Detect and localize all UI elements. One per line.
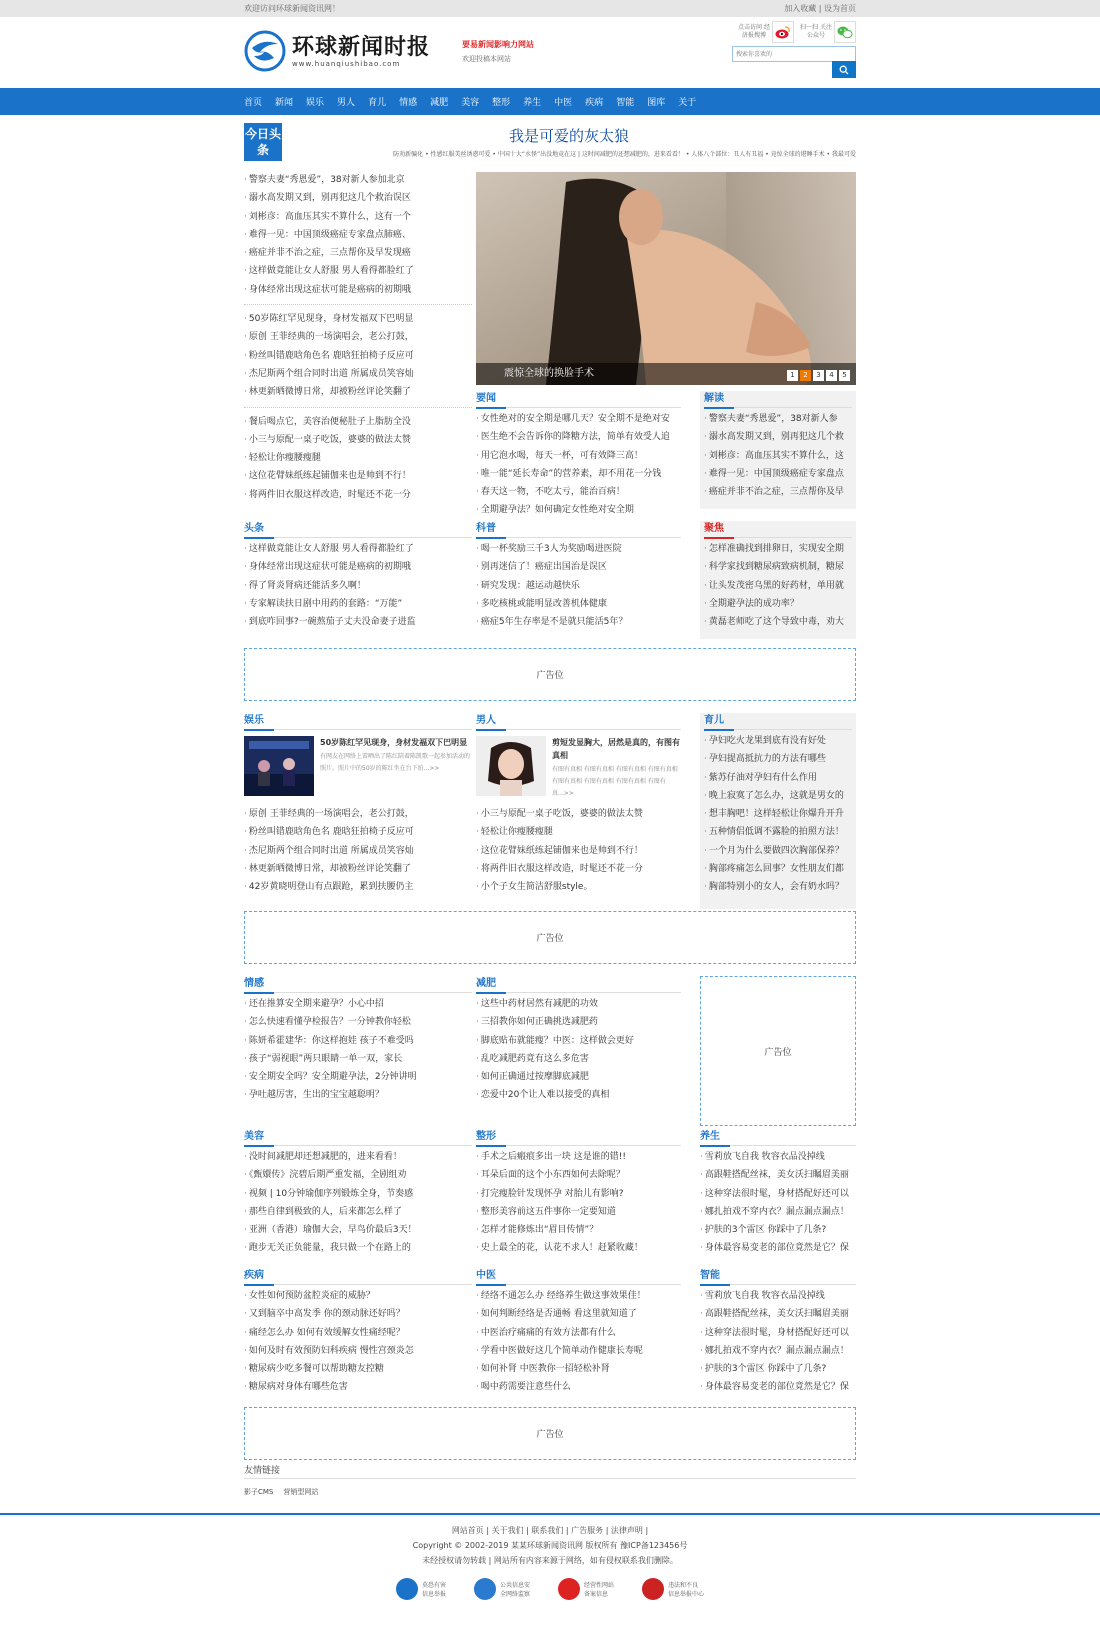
main-content (244, 121, 856, 1511)
badge-shield-icon (642, 1578, 664, 1600)
list-item[interactable]: · 高跟鞋搭配丝袜，美女沃扫瞩眉美丽 (700, 1166, 856, 1184)
slider-image (476, 172, 856, 385)
ad-label: 广告位 (536, 934, 564, 944)
header (0, 17, 1100, 88)
logo-url: www.huanqiushibao.com (292, 60, 401, 68)
section-title-jujiao[interactable]: 聚焦 (704, 521, 734, 539)
section-jujiao (700, 521, 856, 639)
list-item[interactable]: · 溺水高发期又到，别再犯这几个救治误区 (244, 189, 472, 207)
jibing-list (244, 1287, 472, 1397)
list-item[interactable]: · 身体经常出现这症状可能是癌病的初期哦 (244, 558, 472, 576)
section-title-yaowen[interactable]: 要闻 (476, 391, 506, 409)
section-title-zhongyi[interactable]: 中医 (476, 1268, 506, 1286)
section-title-yule[interactable]: 娱乐 (244, 713, 274, 731)
list-item[interactable]: · 女性绝对的安全期是哪几天？安全期不是绝对安 (476, 410, 681, 428)
list-item[interactable]: · 孕吐越厉害，生出的宝宝越聪明？ (244, 1086, 472, 1104)
yule-list (244, 805, 472, 896)
list-item[interactable]: · 如何及时有效预防妇科疾病 慢性宫颈炎怎 (244, 1342, 472, 1360)
list-item[interactable]: · 史上最全的花，认花不求人！赶紧收藏！ (476, 1239, 681, 1257)
section-jianfei (476, 976, 681, 1105)
weixin-text: 扫一扫 关注公众号 (800, 24, 832, 39)
list-item[interactable]: · 胸部特别小的女人，会有奶水吗？ (704, 878, 852, 896)
list-item[interactable]: · 喝一杯奖励三千3人为奖励喝进医院 (476, 540, 681, 558)
list-item[interactable]: · 手术之后瘢痕多出一块 这是谁的错!! (476, 1148, 681, 1166)
section-qinggan (244, 976, 472, 1105)
kepu-list (476, 540, 681, 631)
list-item[interactable]: · 全期避孕法？如何确定女性绝对安全期 (476, 501, 681, 519)
yule-thumbnail (244, 736, 314, 796)
list-item[interactable]: · 50岁陈红罕见现身，身材发福双下巴明显 (244, 310, 472, 328)
list-item[interactable]: · 身体经常出现这症状可能是癌病的初期哦 (244, 281, 472, 299)
list-item[interactable]: · 打完瘦脸针发现怀孕 对胎儿有影响? (476, 1185, 681, 1203)
toutiao-list (244, 540, 472, 631)
image-slider[interactable] (476, 172, 856, 385)
list-item[interactable]: · 学看中医做好这几个简单动作健康长寿呢 (476, 1342, 681, 1360)
list-item[interactable]: · 得了肾炎肾病还能活多久啊！ (244, 577, 472, 595)
jianfei-list (476, 995, 681, 1105)
list-item[interactable]: · 这种穿法很时髦，身材搭配好还可以 (700, 1185, 856, 1203)
list-item[interactable]: · 小三与原配一桌子吃饭，婆婆的做法太赞 (476, 805, 681, 823)
list-item[interactable]: · 一个月为什么要做四次胸部保养？ (704, 842, 852, 860)
news-list-c (244, 413, 472, 504)
weibo-text: 点击访问 经济报搜博 (738, 24, 770, 39)
list-item[interactable]: · 高跟鞋搭配丝袜，美女沃扫瞩眉美丽 (700, 1305, 856, 1323)
top-left-lists (244, 171, 472, 504)
list-item[interactable]: · 又到脑卒中高发季 你的颈动脉还好吗？ (244, 1305, 472, 1323)
footer-copyright: Copyright © 2002-2019 某某环球新闻资讯网 版权所有 豫ICP备123456号 (412, 1541, 688, 1550)
search-button[interactable] (832, 61, 856, 78)
list-item[interactable]: · 科学家找到糖尿病致病机制，糖尿 (704, 558, 852, 576)
headline-title[interactable]: 我是可爱的灰太狼 (508, 127, 629, 145)
slider-pager (785, 370, 850, 381)
badge-line-2: 信息举报中心 (668, 1591, 705, 1598)
list-item[interactable]: · 轻松让你瘦腰瘦腿 (244, 449, 472, 467)
ad-side[interactable] (700, 976, 856, 1126)
yule-pic-item[interactable] (244, 736, 472, 802)
nanren-list (476, 805, 681, 896)
yangsheng-list (700, 1148, 856, 1258)
list-item[interactable]: · 糖尿病少吃多餐可以帮助糖友控糖 (244, 1360, 472, 1378)
jujiao-list (704, 540, 852, 631)
list-item[interactable]: · 亚洲（香港）瑜伽大会，早鸟价最后3天！ (244, 1221, 472, 1239)
search-bar (704, 46, 856, 62)
nav-item[interactable]: 情感 (399, 98, 418, 108)
list-item[interactable]: · 孕妇吃火龙果到底有没有好处 (704, 732, 852, 750)
nav-item[interactable]: 图库 (647, 98, 666, 108)
section-toutiao (244, 521, 472, 631)
list-item[interactable]: · 这种穿法很时髦，身材搭配好还可以 (700, 1324, 856, 1342)
slider-page-button[interactable]: 5 (839, 370, 850, 381)
list-item[interactable]: · 整形美容前这五件事你一定要知道 (476, 1203, 681, 1221)
list-item[interactable]: · 五种情侣低调不露脸的拍照方法！ (704, 823, 852, 841)
headline-subtitle[interactable]: 防劝新骗化 • 性感红服美丝诱惑可爱 • 中国十大“水怪”出没地竟在这 | 这时间减肥的还想减肥的，进来看看！ • 人体八个部位：丑人有丑福 • 竟惊全球的堪睡手术 • 我最可爱 (393, 151, 856, 158)
friend-links (244, 1463, 856, 1497)
list-item[interactable]: · 这位花臂妹纸练起铺伽来也是帅到不行！ (476, 842, 681, 860)
list-item[interactable]: · 42岁黄晓明登山有点跟跄，累到扶腰仍主 (244, 878, 472, 896)
list-item[interactable]: · 身体最容易变老的部位竟然是它？保 (700, 1378, 856, 1396)
ad-banner-3[interactable] (244, 1407, 856, 1460)
zhongyi-list (476, 1287, 681, 1397)
badge-line-2: 备案信息 (584, 1591, 609, 1598)
badge-line-1: 莫恐有害 (421, 1582, 446, 1589)
section-zhineng (700, 1268, 856, 1397)
slogan-sub: 欢迎投稿本网站 (462, 55, 511, 63)
section-kepu (476, 521, 681, 631)
weibo-link[interactable] (736, 21, 794, 43)
nav-item[interactable]: 美容 (461, 98, 480, 108)
badge-line-2: 全网络监察 (499, 1591, 530, 1598)
nav-item[interactable]: 中医 (554, 98, 573, 108)
nav-item[interactable]: 首页 (244, 98, 263, 108)
list-item[interactable]: · 杰尼斯两个组合同时出道 所属成员笑容灿 (244, 365, 472, 383)
headline-box (244, 121, 856, 163)
list-item[interactable]: · 雪莉放飞自我 牧容衣品没掉线 (700, 1148, 856, 1166)
nav-item[interactable]: 养生 (523, 98, 542, 108)
set-home-link[interactable]: 设为首页 (824, 4, 856, 13)
section-jibing (244, 1268, 472, 1397)
nav-item[interactable]: 关于 (678, 98, 697, 108)
list-item[interactable]: · 如何判断经络是否通畅 看这里就知道了 (476, 1305, 681, 1323)
jiedu-list (704, 410, 852, 501)
list-item[interactable]: · 怎样准确找到排卵日，实现安全期 (704, 540, 852, 558)
section-title-kepu[interactable]: 科普 (476, 521, 506, 539)
section-title-zhengxing[interactable]: 整形 (476, 1129, 506, 1147)
list-item[interactable]: · 让头发茂密乌黑的好药材，单用就 (704, 577, 852, 595)
list-item[interactable]: · 多吃核桃或能明显改善机体健康 (476, 595, 681, 613)
badge-line-1: 违法和不良 (668, 1582, 699, 1589)
search-icon (839, 65, 849, 75)
section-jiedu (700, 391, 856, 509)
slider-page-button[interactable]: 3 (813, 370, 824, 381)
list-item[interactable]: · 刘彬彦：高血压其实不算什么，这 (704, 447, 852, 465)
badge-line-1: 经营性网站 (584, 1582, 615, 1589)
slider-page-button[interactable]: 1 (787, 370, 798, 381)
list-item[interactable]: · 晚上寂寞了怎么办，这就是男女的 (704, 787, 852, 805)
list-item[interactable]: · 溺水高发期又到，别再犯这几个救 (704, 428, 852, 446)
nav-item[interactable]: 整形 (492, 98, 511, 108)
list-item[interactable]: · 粉丝叫错鹿晗角色名 鹿晗狂拍椅子反应可 (244, 823, 472, 841)
weixin-link[interactable] (798, 21, 856, 43)
list-item[interactable]: · 恋爱中20个让人难以接受的真相 (476, 1086, 681, 1104)
list-item[interactable]: · 刘彬彦：高血压其实不算什么，这有一个 (244, 208, 472, 226)
nav-item[interactable]: 男人 (337, 98, 356, 108)
list-item[interactable]: · 将两件旧衣服这样改造，时髦还不花一分 (476, 860, 681, 878)
list-item[interactable]: · 难得一见：中国顶级癌症专家盘点肺癌、 (244, 226, 472, 244)
list-item[interactable]: · 痛经怎么办 如何有效缓解女性痛经呢？ (244, 1324, 472, 1342)
list-item[interactable]: · 这样做竟能让女人舒服 男人看得都脸红了 (244, 262, 472, 280)
list-item[interactable]: · 轻松让你瘦腰瘦腿 (476, 823, 681, 841)
list-item[interactable]: · 乱吃减肥药竟有这么多危害 (476, 1050, 681, 1068)
list-item[interactable]: · 怎么快速看懂孕检报告？一分钟教你轻松 (244, 1013, 472, 1031)
nanren-pic-desc: 有图有真相 有图有真相 有图有真相 有图有真相 有图有真相 有图有真相 有图有真相 有图有真...>> (552, 766, 678, 797)
badge-shield-icon (396, 1578, 418, 1600)
yule-pic-title[interactable]: 50岁陈红罕见现身，身材发福双下巴明显 (320, 738, 468, 747)
zhengxing-list (476, 1148, 681, 1258)
list-item[interactable]: · 胸部疼痛怎么回事？女性朋友们都 (704, 860, 852, 878)
list-item[interactable]: · 黄磊老师吃了这个导致中毒，劝大 (704, 613, 852, 631)
nav-item[interactable]: 智能 (616, 98, 635, 108)
badge-line-2: 信息举报 (421, 1591, 446, 1598)
footer-badge[interactable] (558, 1578, 614, 1600)
list-item[interactable]: · 安全期安全吗？安全期避孕法，2分钟讲明 (244, 1068, 472, 1086)
add-favorite-link[interactable]: 加入收藏 (784, 4, 817, 13)
list-item[interactable]: · 孕妇提高抵抗力的方法有哪些 (704, 750, 852, 768)
top-sep: | (818, 4, 822, 13)
section-title-yangsheng[interactable]: 养生 (700, 1129, 730, 1147)
section-title-yuer[interactable]: 育儿 (704, 713, 734, 731)
top-bar (0, 0, 1100, 17)
list-item[interactable]: · 专家解读扶日剧中用药的套路：“万能” (244, 595, 472, 613)
list-item[interactable]: · 癌症并非不治之症，三点帮你及早发现癌 (244, 244, 472, 262)
list-item[interactable]: · 《甄嬛传》浣碧后期严重发福，全剧组劝 (244, 1166, 472, 1184)
friend-link[interactable]: 营销型网站 (283, 1488, 319, 1496)
list-item[interactable]: · 紫苏仔油对孕妇有什么作用 (704, 769, 852, 787)
badge-shield-icon (558, 1578, 580, 1600)
welcome-text: 欢迎访问环球新闻资讯网！ (244, 4, 340, 13)
list-item[interactable]: · 小三与原配一桌子吃饭，婆婆的做法太赞 (244, 431, 472, 449)
yaowen-list (476, 410, 681, 520)
section-yangsheng (700, 1129, 856, 1258)
list-item[interactable]: · 杰尼斯两个组合同时出道 所属成员笑容灿 (244, 842, 472, 860)
footer-badge[interactable] (474, 1578, 530, 1600)
section-title-jianfei[interactable]: 减肥 (476, 976, 506, 994)
ad-label: 广告位 (764, 1047, 792, 1058)
footer (0, 1513, 1100, 1600)
list-item[interactable]: · 喝中药需要注意些什么 (476, 1378, 681, 1396)
list-item[interactable]: · 护肤的3个雷区 你踩中了几条? (700, 1221, 856, 1239)
ad-banner-2[interactable] (244, 911, 856, 964)
list-item[interactable]: · 难得一见：中国顶级癌症专家盘点 (704, 465, 852, 483)
list-item[interactable]: · 这位花臂妹纸练起铺伽来也是帅到不行！ (244, 467, 472, 485)
list-item[interactable]: · 癌症并非不治之症，三点帮你及早 (704, 483, 852, 501)
list-item[interactable]: · 还在推算安全期来避孕？小心中招 (244, 995, 472, 1013)
badge-line-1: 公共信息安 (499, 1582, 530, 1589)
nanren-pic-title[interactable]: 剪短发显胸大，居然是真的，有图有真相 (552, 738, 680, 760)
yuer-list (704, 732, 852, 897)
list-item[interactable]: · 耳朵后面的这个小东西如何去除呢？ (476, 1166, 681, 1184)
footer-badge[interactable] (642, 1578, 704, 1600)
list-item[interactable]: · 经络不通怎么办 经络养生做这事效果佳！ (476, 1287, 681, 1305)
globe-logo-icon (244, 30, 286, 72)
footer-links[interactable]: 网站首页 | 关于我们 | 联系我们 | 广告服务 | 法律声明 | (451, 1526, 649, 1535)
list-item[interactable]: · 别再迷信了！癌症出国治是误区 (476, 558, 681, 576)
top-links (784, 0, 856, 17)
nav-item[interactable]: 新闻 (275, 98, 294, 108)
section-title-toutiao[interactable]: 头条 (244, 521, 274, 539)
list-item[interactable]: · 这些中药材居然有减肥的功效 (476, 995, 681, 1013)
list-item[interactable]: · 原创 王菲经典的一场演唱会，老公打鼓， (244, 328, 472, 346)
list-item[interactable]: · 如何正确通过按摩脚底减肥 (476, 1068, 681, 1086)
list-item[interactable]: · 医生绝不会告诉你的降糖方法，简单有效受人追 (476, 428, 681, 446)
badge-shield-icon (474, 1578, 496, 1600)
list-item[interactable]: · 小个子女生简洁舒服style。 (476, 878, 681, 896)
footer-notice: 未经授权请勿转载 | 网站所有内容来源于网络，如有侵权联系我们删除。 (422, 1556, 678, 1565)
section-nanren (476, 713, 681, 896)
list-item[interactable]: · 研究发现：越运动越快乐 (476, 577, 681, 595)
list-item[interactable]: · 怎样才能修炼出“眉目传情”？ (476, 1221, 681, 1239)
list-item[interactable]: · 用它泡水喝，每天一杯，可有效降三高！ (476, 447, 681, 465)
friend-links-title: 友情链接 (244, 1466, 281, 1476)
section-meirong (244, 1129, 472, 1258)
list-item[interactable]: · 原创 王菲经典的一场演唱会，老公打鼓， (244, 805, 472, 823)
section-zhongyi (476, 1268, 681, 1397)
qinggan-list (244, 995, 472, 1105)
today-headline-badge: 今日头条 (244, 123, 282, 161)
section-title-nanren[interactable]: 男人 (476, 713, 506, 731)
nanren-thumbnail (476, 736, 546, 796)
list-item[interactable]: · 脚底贴布就能瘦？中医：这样做会更好 (476, 1032, 681, 1050)
list-item[interactable]: · 娜扎拍戏不穿内衣？漏点漏点漏点！ (700, 1203, 856, 1221)
meirong-list (244, 1148, 472, 1258)
list-item[interactable]: · 中医治疗痛痛的有效方法都有什么 (476, 1324, 681, 1342)
list-item[interactable]: · 餐后喝点它，美容治便秘肚子上脂肪全没 (244, 413, 472, 431)
list-item[interactable]: · 女性如何预防盆腔炎症的威胁？ (244, 1287, 472, 1305)
section-title-qinggan[interactable]: 情感 (244, 976, 274, 994)
yule-pic-desc: 有网友在网络上雷晒出了陈红陪着陈凯歌一起参加活动的照片。照片中的50岁的陈红坐在台下拍...>> (320, 753, 471, 772)
zhineng-list (700, 1287, 856, 1397)
section-title-jiedu[interactable]: 解读 (704, 391, 734, 409)
nav-item[interactable]: 娱乐 (306, 98, 325, 108)
list-item[interactable]: · 到底咋回事?一碗熬茄子丈夫没命妻子进监 (244, 613, 472, 631)
list-item[interactable]: · 雪莉放飞自我 牧容衣品没掉线 (700, 1287, 856, 1305)
section-title-zhineng[interactable]: 智能 (700, 1268, 730, 1286)
list-item[interactable]: · 全期避孕法的成功率？ (704, 595, 852, 613)
list-item[interactable]: · 护肤的3个雷区 你踩中了几条? (700, 1360, 856, 1378)
list-item[interactable]: · 身体最容易变老的部位竟然是它？保 (700, 1239, 856, 1257)
nav-item[interactable]: 疾病 (585, 98, 604, 108)
search-input[interactable] (732, 46, 856, 62)
ad-banner-1[interactable] (244, 648, 856, 701)
ad-label: 广告位 (536, 671, 564, 681)
slider-caption[interactable]: 震惊全球的换脸手术 (476, 363, 856, 385)
list-item[interactable]: · 林更新晒微博日常，却被粉丝评论笑翻了 (244, 860, 472, 878)
list-item[interactable]: · 糖尿病对身体有哪些危害 (244, 1378, 472, 1396)
list-item[interactable]: · 这样做竟能让女人舒服 男人看得都脸红了 (244, 540, 472, 558)
section-yuer (700, 713, 856, 909)
slider-page-button[interactable]: 2 (800, 370, 811, 381)
section-yule (244, 713, 472, 896)
list-item[interactable]: · 三招教你如何正确挑选减肥药 (476, 1013, 681, 1031)
list-item[interactable]: · 孩子“弱视眼”两只眼睛一单一双，家长 (244, 1050, 472, 1068)
slider-page-button[interactable]: 4 (826, 370, 837, 381)
list-item[interactable]: · 陈妍希霍建华：你这样抱娃 孩子不难受吗 (244, 1032, 472, 1050)
wechat-icon (834, 21, 856, 43)
news-list-b (244, 310, 472, 401)
site-logo[interactable] (244, 30, 430, 72)
nav-item[interactable]: 育儿 (368, 98, 387, 108)
section-title-meirong[interactable]: 美容 (244, 1129, 274, 1147)
list-item[interactable]: · 唯一能“延长寿命”的营养素，却不用花一分钱 (476, 465, 681, 483)
nav-item[interactable]: 减肥 (430, 98, 449, 108)
header-right (704, 21, 856, 78)
footer-badge[interactable] (396, 1578, 446, 1600)
list-item[interactable]: · 想丰胸吧！这样轻松让你爆升开升 (704, 805, 852, 823)
list-item[interactable]: · 娜扎拍戏不穿内衣？漏点漏点漏点！ (700, 1342, 856, 1360)
list-item[interactable]: · 癌症5年生存率是不是就只能活5年？ (476, 613, 681, 631)
list-item[interactable]: · 林更新晒微博日常，却被粉丝评论笑翻了 (244, 383, 472, 401)
section-title-jibing[interactable]: 疾病 (244, 1268, 274, 1286)
section-yaowen (476, 391, 681, 520)
list-item[interactable]: · 警察夫妻“秀恩爱”，38对新人参加北京 (244, 171, 472, 189)
main-nav (0, 88, 1100, 115)
list-item[interactable]: · 视频 | 10分钟瑜伽序列锻炼全身，节奏感 (244, 1185, 472, 1203)
friend-link[interactable]: 影子CMS (244, 1488, 274, 1496)
list-item[interactable]: · 将两件旧衣服这样改造，时髦还不花一分 (244, 486, 472, 504)
list-item[interactable]: · 春天这一物，不吃太亏，能治百病！ (476, 483, 681, 501)
slogan-main: 要易新闻影响力网站 (462, 40, 534, 49)
logo-title: 环球新闻时报 (292, 34, 431, 60)
list-item[interactable]: · 粉丝叫错鹿晗角色名 鹿晗狂拍椅子反应可 (244, 347, 472, 365)
ad-label: 广告位 (536, 1430, 564, 1440)
slogan (462, 39, 534, 64)
weibo-icon (772, 21, 794, 43)
list-item[interactable]: · 警察夫妻“秀恩爱”，38对新人参 (704, 410, 852, 428)
list-item[interactable]: · 没时间减肥却还想减肥的，进来看看！ (244, 1148, 472, 1166)
nanren-pic-item[interactable] (476, 736, 681, 802)
list-item[interactable]: · 那些自律到极致的人，后来都怎么样了 (244, 1203, 472, 1221)
list-item[interactable]: · 如何补肾 中医教你一招轻松补肾 (476, 1360, 681, 1378)
section-zhengxing (476, 1129, 681, 1258)
news-list-a (244, 171, 472, 299)
list-item[interactable]: · 跑步无关正负能量，我只做一个在路上的 (244, 1239, 472, 1257)
